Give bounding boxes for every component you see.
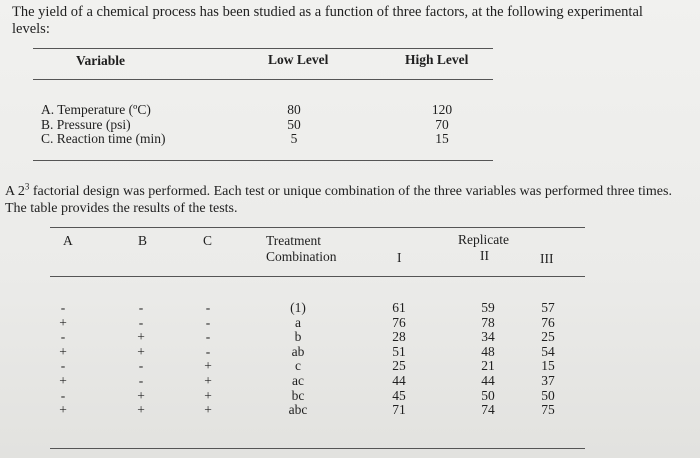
table2-col-b [134, 301, 148, 418]
table2-header-replicate-2: II [480, 248, 489, 263]
table2-sign-cell: - [138, 314, 144, 330]
table1-header-rule [33, 79, 493, 80]
table1-header-high: High Level [405, 52, 469, 67]
table1-variable-cell: C. Reaction time (min) [41, 131, 166, 147]
table2-sign-cell: + [137, 402, 145, 418]
table2-col-replicate-3 [536, 301, 560, 418]
table2-yield-cell: 25 [541, 329, 555, 345]
table2-yield-cell: 57 [541, 300, 555, 315]
table2-yield-cell: 50 [541, 387, 555, 403]
table1-high-cell: 15 [435, 131, 449, 147]
table2-sign-cell: + [59, 372, 67, 388]
table1-variable-cell: B. Pressure (psi) [41, 116, 131, 132]
table2-sign-cell: - [205, 329, 211, 345]
table2-header-replicate-3: III [540, 251, 554, 266]
table2-yield-cell: 25 [392, 358, 406, 374]
table2-yield-cell: 48 [481, 343, 495, 359]
table1-variable-cell: A. Temperature (ºC) [41, 102, 151, 117]
table2-yield-cell: 37 [541, 372, 555, 388]
table2-sign-cell: + [137, 343, 145, 359]
table2-treatment-cell: ac [292, 372, 304, 388]
table1-top-rule [33, 48, 493, 49]
table2-yield-cell: 28 [392, 329, 406, 345]
table2-treatment-cell: ab [291, 343, 305, 359]
table2-yield-cell: 71 [392, 402, 406, 418]
table2-yield-cell: 50 [481, 387, 495, 403]
table2-sign-cell: + [137, 387, 145, 403]
table2-yield-cell: 54 [541, 343, 555, 359]
table2-yield-cell: 45 [392, 387, 406, 403]
table2-treatment-cell: abc [288, 402, 308, 418]
table2-sign-cell: - [60, 329, 66, 345]
table2-col-c [201, 301, 215, 418]
design-description-exponent: 3 [24, 181, 30, 192]
table2-header-combination: Combination [266, 249, 337, 264]
table2-yield-cell: 74 [481, 402, 495, 418]
table2-yield-cell: 61 [392, 300, 406, 315]
table2-treatment-cell: b [294, 329, 302, 345]
table2-treatment-cell: c [295, 358, 301, 374]
table2-header-replicate: Replicate [458, 232, 509, 247]
table2-sign-cell: + [59, 314, 67, 330]
table1-header-low: Low Level [268, 52, 329, 67]
table2-yield-cell: 44 [392, 372, 406, 388]
table2-yield-cell: 75 [541, 402, 555, 418]
table1-low-cell: 50 [287, 116, 301, 132]
table2-yield-cell: 51 [392, 343, 406, 359]
table2-sign-cell: + [137, 329, 145, 345]
table2-sign-cell: - [138, 358, 144, 374]
table2-treatment-cell: (1) [290, 300, 306, 315]
table2-col-a [56, 301, 70, 418]
table2-col-treatment [278, 301, 318, 418]
table2-sign-cell: + [59, 343, 67, 359]
table2-sign-cell: + [204, 387, 212, 403]
table2-header-rule [50, 276, 585, 277]
table2-yield-cell: 21 [481, 358, 495, 374]
table2-yield-cell: 15 [541, 358, 555, 374]
design-description [5, 183, 685, 217]
table2-sign-cell: - [138, 372, 144, 388]
table1-high-cell: 70 [435, 116, 449, 132]
table1-high-cell: 120 [431, 102, 453, 117]
table2-sign-cell: + [204, 358, 212, 374]
table2-yield-cell: 76 [392, 314, 406, 330]
table2-header-treatment: Treatment [266, 233, 321, 248]
table2-sign-cell: - [205, 314, 211, 330]
table2-treatment-cell: a [295, 314, 301, 330]
table2-yield-cell: 44 [481, 372, 495, 388]
table2-yield-cell: 78 [481, 314, 495, 330]
table2-header-a: A [63, 233, 73, 248]
design-description-prefix: A 2 [5, 184, 25, 199]
table2-sign-cell: - [60, 387, 66, 403]
table1-low-values [276, 103, 312, 147]
table2-header-b: B [138, 233, 148, 248]
design-description-suffix: factorial design was performed. Each test or unique combination of the three variables was performed three times. The table provides the results of the tests. [5, 184, 672, 216]
table2-col-replicate-2 [476, 301, 500, 418]
table2-header-c: C [203, 233, 213, 248]
table2-top-rule [50, 227, 585, 228]
table1-variables [41, 103, 165, 147]
table2-treatment-cell: bc [291, 387, 305, 403]
table2-sign-cell: - [60, 300, 66, 315]
table2-sign-cell: + [204, 372, 212, 388]
table2-yield-cell: 76 [541, 314, 555, 330]
table1-bottom-rule [33, 160, 493, 161]
table2-col-replicate-1 [387, 301, 411, 418]
table2-yield-cell: 59 [481, 300, 495, 315]
table2-sign-cell: - [60, 358, 66, 374]
table2-sign-cell: + [204, 402, 212, 418]
intro-text: The yield of a chemical process has been studied as a function of three factors, at the following experimental levels: [12, 4, 643, 37]
table2-sign-cell: + [59, 402, 67, 418]
table1-high-values [422, 103, 462, 147]
table2-header-replicate-1: I [397, 250, 402, 265]
table2-sign-cell: - [205, 300, 211, 315]
table2-sign-cell: - [205, 343, 211, 359]
table1-header-variable: Variable [76, 53, 126, 68]
table2-sign-cell: - [138, 300, 144, 315]
table1-low-cell: 80 [287, 102, 301, 117]
table2-bottom-rule [50, 448, 585, 449]
table2-yield-cell: 34 [481, 329, 495, 345]
table1-low-cell: 5 [290, 131, 298, 147]
